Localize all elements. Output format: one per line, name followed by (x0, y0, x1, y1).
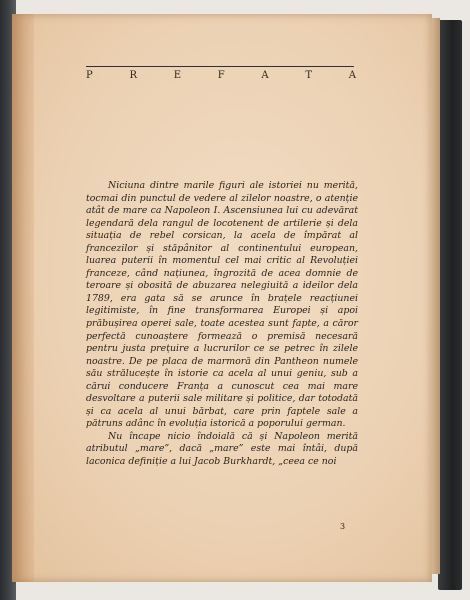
page-number: 3 (340, 522, 346, 531)
chapter-title (86, 70, 356, 81)
chapter-title-letter: A (348, 70, 356, 81)
book-page (12, 14, 432, 582)
chapter-title-letter: T (305, 70, 313, 81)
chapter-title-letter: R (129, 70, 137, 81)
page-gutter-shadow (12, 14, 34, 582)
chapter-title-letter: F (217, 70, 225, 81)
chapter-title-letter: E (173, 70, 182, 81)
paragraph: Niciuna dintre marile figuri ale istoriei nu merită, tocmai din punctul de vedere al zilelor noastre, o atenție atât de mare ca Napoleon I. Ascensiunea lui cu adevărat legendară dela rangul de locotenent de artilerie și dela situația de rebel corsican, la acela de împărat al francezilor și stăpânitor al continentului european, luarea puterii în momentul cel mai critic al Revoluției franceze, când națiunea, îngrozită de acea domnie de teroare și obosită de abuzarea nelegiuită a ideilor dela 1789, era gata să se arunce în brațele reacțiunei legitimiste, în fine transformarea Europei și apoi prăbușirea operei sale, toate acestea sunt fapte, a căror perfectă cunoaștere formează o premisă necesară pentru justa prețuire a lucrurilor ce se petrec în zilele noastre. De pe placa de marmoră din Pantheon numele său strălucește în istorie ca acela al unui geniu, sub a cărui conducere Franța a cunoscut cea mai mare desvoltare a puterii sale militare și politice, dar totodată și ca acela al unui bărbat, care prin faptele sale a pătruns adânc în evoluția istorică a poporului german. (86, 180, 358, 430)
header-rule (86, 66, 354, 67)
chapter-title-letter: A (261, 70, 269, 81)
chapter-title-letter: P (86, 70, 93, 81)
book-cover-edge (438, 20, 462, 590)
paragraph: Nu încape nicio îndoială că și Napoleon merită atributul „mare”, dacă „mare” este mai întâi, după laconica definiție a lui Jacob Burkhardt, „ceea ce noi (86, 430, 358, 468)
body-text (86, 180, 358, 469)
